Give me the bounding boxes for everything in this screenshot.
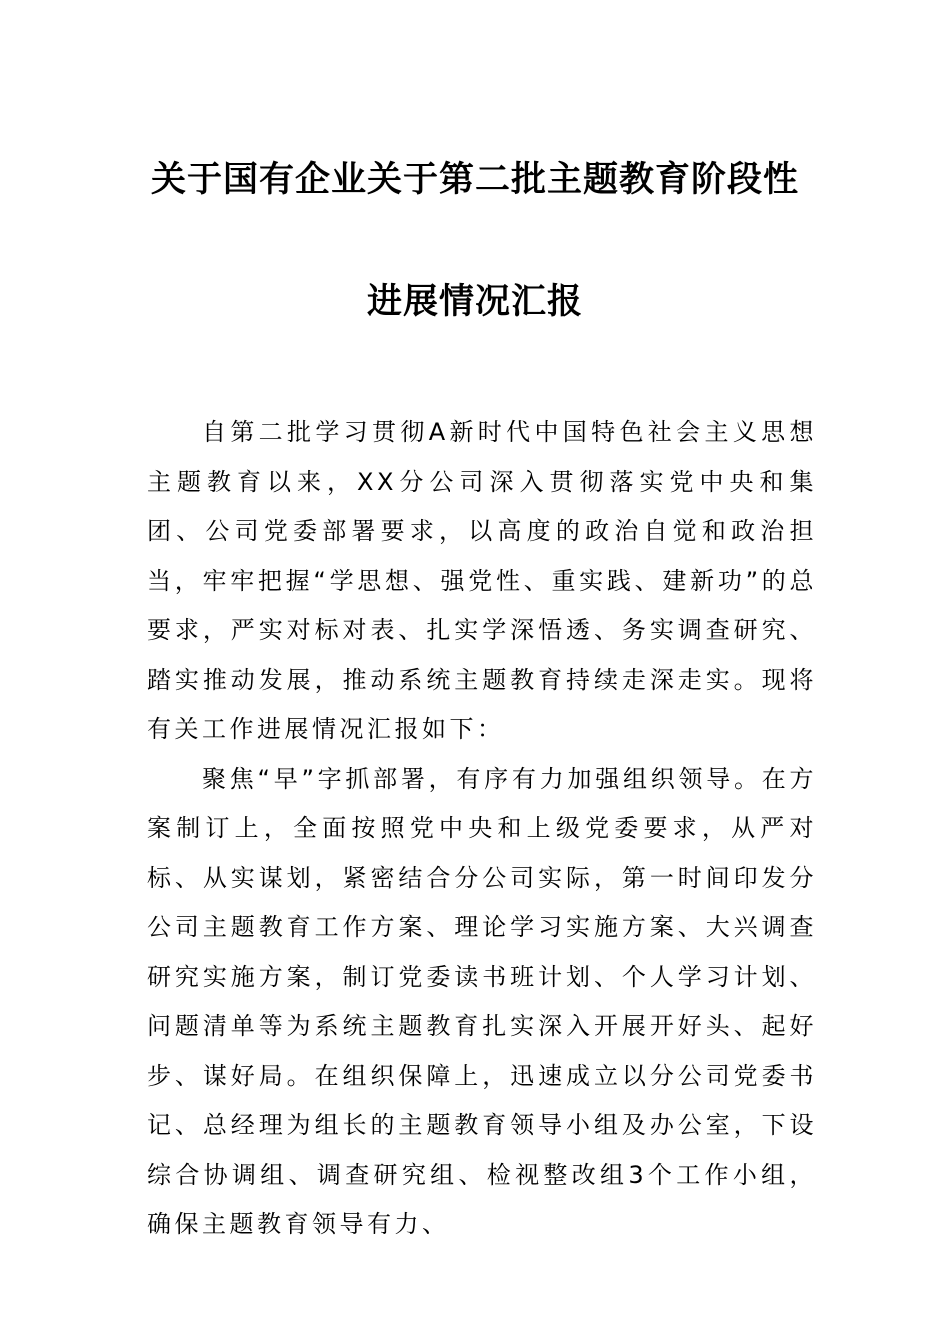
document-title-line-1: 关于国有企业关于第二批主题教育阶段性 <box>150 159 799 200</box>
paragraph-2: 聚焦“早”字抓部署，有序有力加强组织领导。在方案制订上，全面按照党中央和上级党委要求，从严对标、从实谋划，紧密结合分公司实际，第一时间印发分公司主题教育工作方案、理论学习实施方案、大兴调查研究实施方案，制订党委读书班计划、个人学习计划、问题清单等为系统主题教育扎实深入开展开好头、起好步、谋好局。在组织保障上，迅速成立以分公司党委书记、总经理为组长的主题教育领导小组及办公室，下设综合协调组、调查研究组、检视整改组3个工作小组，确保主题教育领导有力、 <box>147 764 817 1238</box>
document-body <box>147 408 817 1250</box>
paragraph-1: 自第二批学习贯彻A新时代中国特色社会主义思想主题教育以来，XX分公司深入贯彻落实党中央和集团、公司党委部署要求，以高度的政治自觉和政治担当，牢牢把握“学思想、强党性、重实践、建新功”的总要求，严实对标对表、扎实学深悟透、务实调查研究、踏实推动发展，推动系统主题教育持续走深走实。现将有关工作进展情况汇报如下： <box>147 418 817 743</box>
document-title-line-2: 进展情况汇报 <box>366 281 583 322</box>
